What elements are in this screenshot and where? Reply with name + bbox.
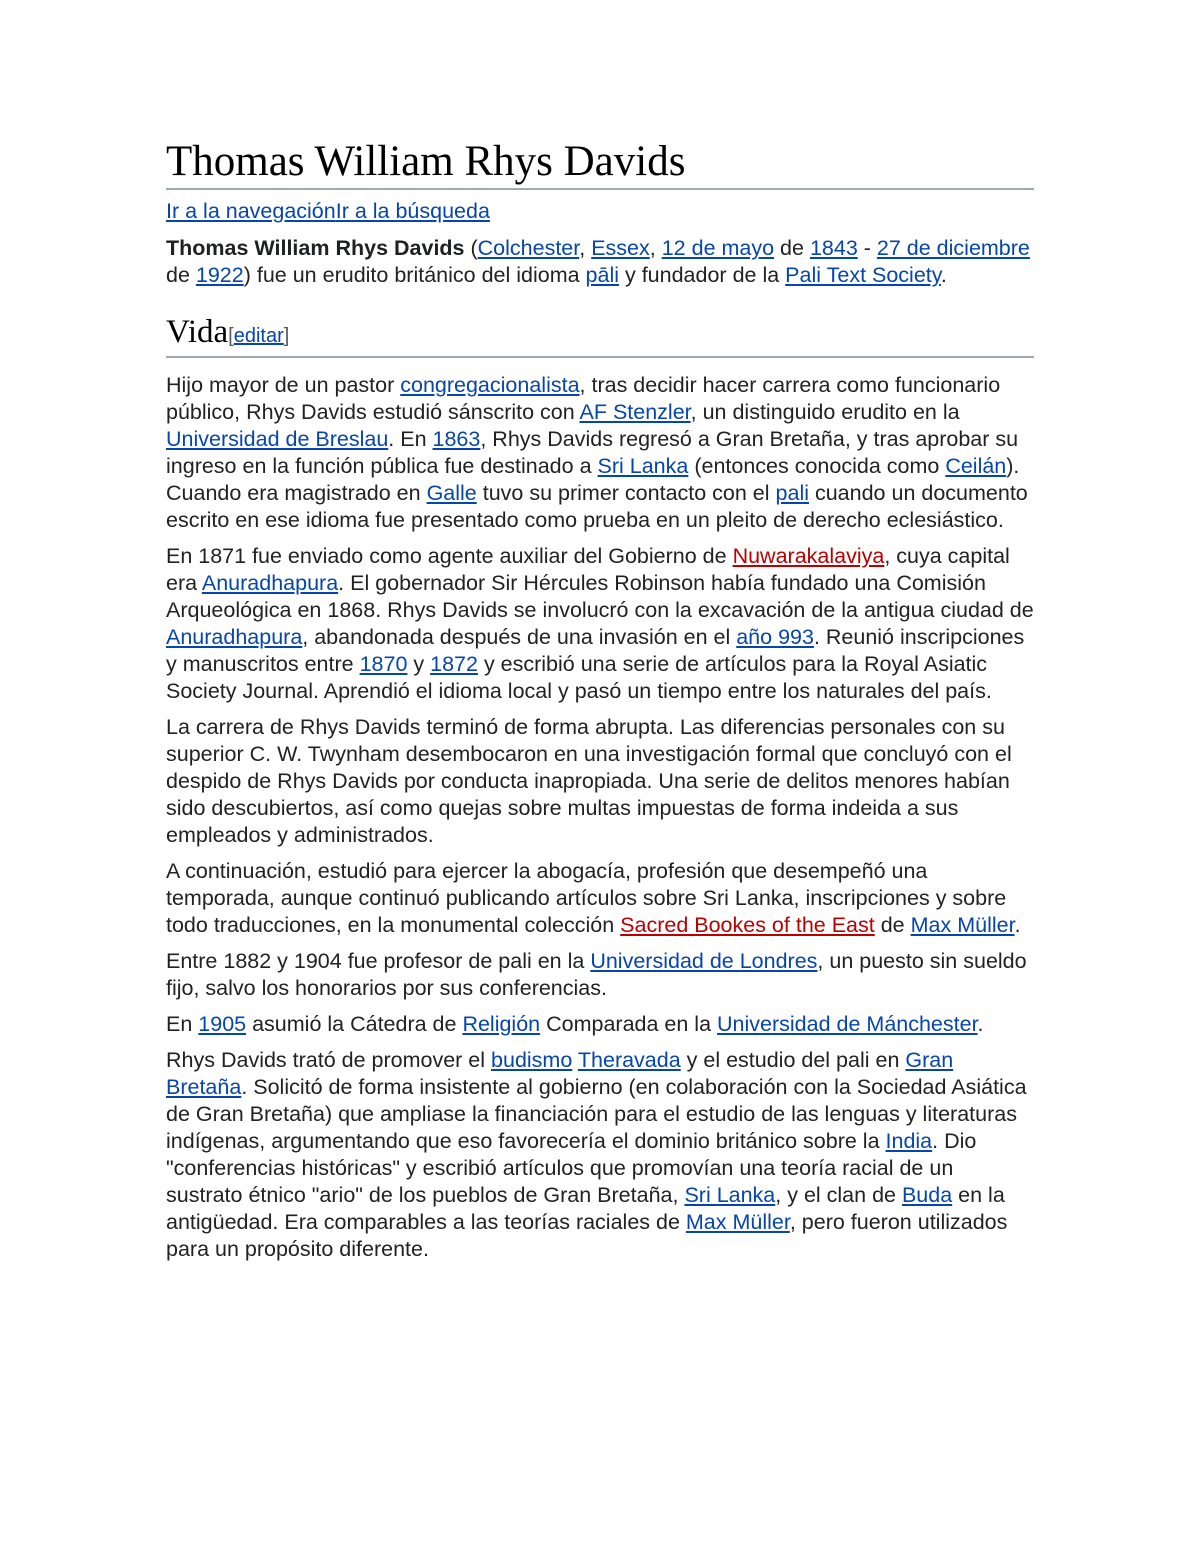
paragraph-2: En 1871 fue enviado como agente auxiliar del Gobierno de Nuwarakalaviya, cuya capital era Anuradhapura. El gobernador Sir Hércules Robinson había fundado una Comisión Arqueológica en 1868. Rhys Davids se involucró con la excavación de la antigua ciudad de Anuradhapura, abandonada después de una invasión en el año 993. Reunió inscripciones y manuscritos entre 1870 y 1872 y escribió una serie de artículos para la Royal Asiatic Society Journal. Aprendió el idioma local y pasó un tiempo entre los naturales del país.: [166, 544, 1034, 703]
link-12-de-mayo[interactable]: 12 de mayo: [661, 236, 775, 260]
redlink-sacred-bookes-of-the-east[interactable]: Sacred Bookes of the East: [620, 913, 875, 937]
redlink-nuwarakalaviya[interactable]: Nuwarakalaviya: [732, 544, 885, 568]
link-sri-lanka[interactable]: Sri Lanka: [597, 454, 689, 478]
link-universidad-de-londres[interactable]: Universidad de Londres: [590, 949, 818, 973]
link-max-muller[interactable]: Max Müller: [910, 913, 1015, 937]
page-title: Thomas William Rhys Davids: [166, 138, 1034, 190]
link-galle[interactable]: Galle: [426, 481, 477, 505]
link-27-de-diciembre[interactable]: 27 de diciembre: [876, 236, 1030, 260]
section-heading-vida: [166, 313, 1034, 358]
link-theravada[interactable]: Theravada: [577, 1048, 681, 1072]
link-india[interactable]: India: [885, 1129, 933, 1153]
link-1863[interactable]: 1863: [432, 427, 481, 451]
edit-section-link[interactable]: editar: [233, 325, 284, 347]
link-essex[interactable]: Essex: [591, 236, 650, 260]
goto-search-link[interactable]: Ir a la búsqueda: [335, 199, 490, 223]
link-ceilan[interactable]: Ceilán: [945, 454, 1007, 478]
intro-paragraph: Thomas William Rhys Davids (Colchester, Essex, 12 de mayo de 1843 - 27 de diciembre de 1922) fue un erudito británico del idioma pāli y fundador de la Pali Text Society.: [166, 236, 1030, 287]
link-af-stenzler[interactable]: AF Stenzler: [579, 400, 691, 424]
link-1870[interactable]: 1870: [359, 652, 408, 676]
link-pali-text-society[interactable]: Pali Text Society: [785, 263, 941, 287]
article-subject: Thomas William Rhys Davids: [166, 236, 465, 260]
link-budismo[interactable]: budismo: [491, 1048, 573, 1072]
link-buda[interactable]: Buda: [901, 1183, 953, 1207]
link-universidad-de-breslau[interactable]: Universidad de Breslau: [166, 427, 389, 451]
article: [166, 138, 1034, 1272]
paragraph-1: Hijo mayor de un pastor congregacionalista, tras decidir hacer carrera como funcionario público, Rhys Davids estudió sánscrito con AF Stenzler, un distinguido erudito en la Universidad de Breslau. En 1863, Rhys Davids regresó a Gran Bretaña, y tras aprobar su ingreso en la función pública fue destinado a Sri Lanka (entonces conocida como Ceilán). Cuando era magistrado en Galle tuvo su primer contacto con el pali cuando un documento escrito en ese idioma fue presentado como prueba en un pleito de derecho eclesiástico.: [166, 373, 1028, 532]
link-congregacionalista[interactable]: congregacionalista: [400, 373, 580, 397]
link-sri-lanka-2[interactable]: Sri Lanka: [684, 1183, 776, 1207]
link-ano-993[interactable]: año 993: [736, 625, 814, 649]
link-1872[interactable]: 1872: [430, 652, 478, 676]
link-colchester[interactable]: Colchester: [477, 236, 580, 260]
goto-navigation-link[interactable]: Ir a la navegación: [166, 199, 336, 223]
paragraph-7: Rhys Davids trató de promover el budismo Theravada y el estudio del pali en Gran Bretaña. Solicitó de forma insistente al gobierno (en colaboración con la Sociedad Asiática de Gran Bretaña) que ampliase la financiación para el estudio de las lenguas y literaturas indígenas, argumentando que eso favorecería el dominio británico sobre la India. Dio "conferencias históricas" y escribió artículos que promovían una teoría racial de un sustrato étnico "ario" de los pueblos de Gran Bretaña, Sri Lanka, y el clan de Buda en la antigüedad. Era comparables a las teorías raciales de Max Müller, pero fueron utilizados para un propósito diferente.: [166, 1048, 1027, 1261]
link-anuradhapura[interactable]: Anuradhapura: [201, 571, 339, 595]
paragraph-5: Entre 1882 y 1904 fue profesor de pali en la Universidad de Londres, un puesto sin sueldo fijo, salvo los honorarios por sus conferencias.: [166, 949, 1027, 1000]
paragraph-4: A continuación, estudió para ejercer la abogacía, profesión que desempeñó una temporada, aunque continuó publicando artículos sobre Sri Lanka, inscripciones y sobre todo traducciones, en la monumental colección Sacred Bookes of the East de Max Müller.: [166, 859, 1021, 937]
paragraph-3: La carrera de Rhys Davids terminó de forma abrupta. Las diferencias personales con su superior C. W. Twynham desembocaron en una investigación formal que concluyó con el despido de Rhys Davids por conducta inapropiada. Una serie de delitos menores habían sido descubiertos, así como quejas sobre multas impuestas de forma indeida a sus empleados y administrados.: [166, 715, 1012, 847]
link-gran-bretana[interactable]: Gran Bretaña: [166, 1048, 954, 1099]
link-max-muller-2[interactable]: Max Müller: [685, 1210, 790, 1234]
link-1905[interactable]: 1905: [198, 1012, 247, 1036]
link-1843[interactable]: 1843: [809, 236, 858, 260]
link-1922[interactable]: 1922: [195, 263, 244, 287]
section-title: Vida: [166, 314, 229, 350]
link-universidad-de-manchester[interactable]: Universidad de Mánchester: [717, 1012, 978, 1036]
link-anuradhapura-2[interactable]: Anuradhapura: [166, 625, 303, 649]
jump-links: [166, 198, 1034, 225]
link-pali[interactable]: pāli: [585, 263, 620, 287]
edit-section: [editar]: [228, 325, 290, 347]
link-religion[interactable]: Religión: [462, 1012, 541, 1036]
link-pali-2[interactable]: pali: [775, 481, 809, 505]
paragraph-6: En 1905 asumió la Cátedra de Religión Comparada en la Universidad de Mánchester.: [166, 1012, 984, 1036]
